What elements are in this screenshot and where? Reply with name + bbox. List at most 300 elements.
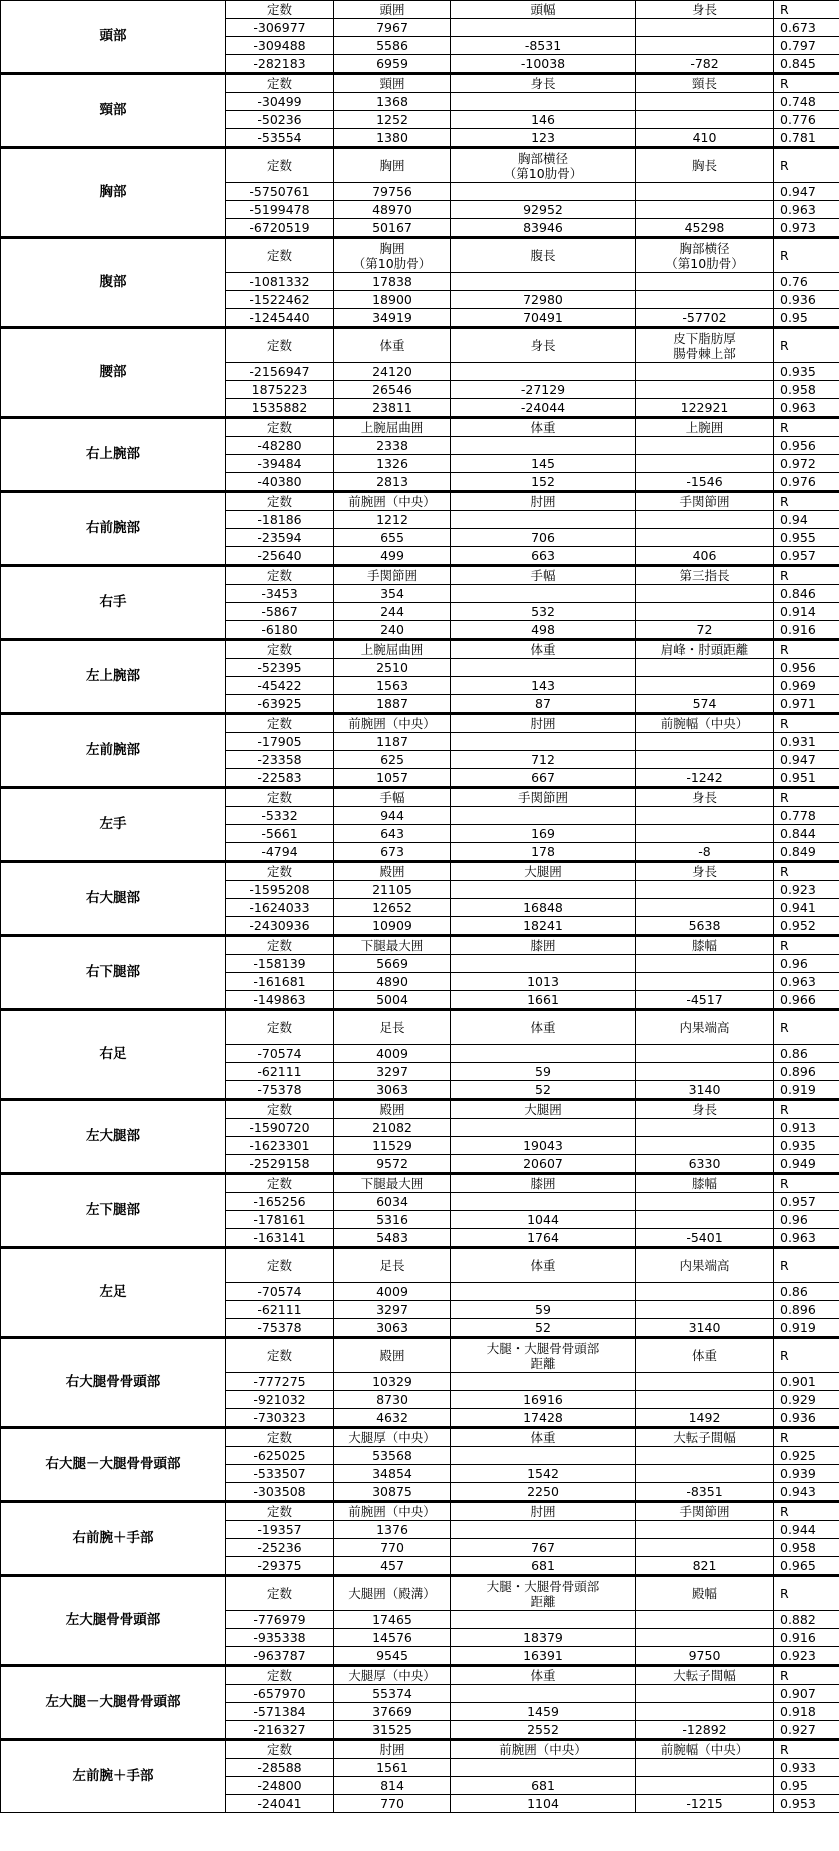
- coefficient-cell: -1546: [636, 473, 774, 492]
- constant-cell: -625025: [226, 1447, 334, 1465]
- coefficient-cell: [636, 1063, 774, 1081]
- coefficient-cell: [636, 1137, 774, 1155]
- column-header: 膝幅: [636, 1174, 774, 1193]
- coefficient-cell: 1887: [334, 695, 451, 714]
- constant-cell: -2430936: [226, 917, 334, 936]
- coefficient-cell: 143: [451, 677, 636, 695]
- constant-cell: -70574: [226, 1283, 334, 1301]
- coefficient-cell: 532: [451, 603, 636, 621]
- group-header-row: [1, 1174, 839, 1193]
- coefficient-cell: 21105: [334, 881, 451, 899]
- coefficient-cell: 7967: [334, 19, 451, 37]
- constant-cell: -18186: [226, 511, 334, 529]
- coefficient-cell: [636, 1391, 774, 1409]
- group-header-row: [1, 1100, 839, 1119]
- r-value-cell: 0.914: [774, 603, 839, 621]
- constant-cell: -935338: [226, 1629, 334, 1647]
- column-header: 身長: [451, 74, 636, 93]
- coefficient-cell: -57702: [636, 309, 774, 328]
- r-value-cell: 0.913: [774, 1119, 839, 1137]
- r-value-cell: 0.957: [774, 1193, 839, 1211]
- column-header: 下腿最大囲: [334, 1174, 451, 1193]
- constant-cell: -5867: [226, 603, 334, 621]
- coefficient-cell: 4009: [334, 1045, 451, 1063]
- column-header: 定数: [226, 1502, 334, 1521]
- coefficient-cell: [636, 1373, 774, 1391]
- coefficient-cell: -24044: [451, 399, 636, 418]
- coefficient-cell: 152: [451, 473, 636, 492]
- coefficient-cell: 1057: [334, 769, 451, 788]
- coefficient-cell: 2813: [334, 473, 451, 492]
- column-header: 胸部横径 （第10肋骨）: [636, 238, 774, 273]
- coefficient-cell: 83946: [451, 219, 636, 238]
- coefficient-cell: [636, 1119, 774, 1137]
- constant-cell: -5332: [226, 807, 334, 825]
- column-header: R: [774, 1576, 839, 1611]
- coefficient-cell: 92952: [451, 201, 636, 219]
- r-value-cell: 0.776: [774, 111, 839, 129]
- column-header: 頭囲: [334, 1, 451, 19]
- column-header: 手幅: [451, 566, 636, 585]
- coefficient-cell: [451, 807, 636, 825]
- coefficient-cell: 5004: [334, 991, 451, 1010]
- group-header-row: [1, 788, 839, 807]
- group-header-row: [1, 1248, 839, 1283]
- coefficient-cell: 11529: [334, 1137, 451, 1155]
- coefficient-cell: 5638: [636, 917, 774, 936]
- coefficient-cell: [451, 511, 636, 529]
- column-header: 大腿囲: [451, 1100, 636, 1119]
- constant-cell: -19357: [226, 1521, 334, 1539]
- group-name: 右手: [1, 566, 226, 640]
- column-header: 頭幅: [451, 1, 636, 19]
- coefficient-cell: [636, 1521, 774, 1539]
- r-value-cell: 0.778: [774, 807, 839, 825]
- column-header: 大腿・大腿骨骨頭部 距離: [451, 1338, 636, 1373]
- coefficient-cell: [451, 1685, 636, 1703]
- constant-cell: -282183: [226, 55, 334, 74]
- constant-cell: -216327: [226, 1721, 334, 1740]
- column-header: R: [774, 714, 839, 733]
- column-header: 定数: [226, 1100, 334, 1119]
- coefficient-cell: [636, 1283, 774, 1301]
- coefficient-cell: 2552: [451, 1721, 636, 1740]
- column-header: 大腿囲（殿溝）: [334, 1576, 451, 1611]
- coefficient-cell: 169: [451, 825, 636, 843]
- column-header: 定数: [226, 1174, 334, 1193]
- coefficient-cell: [451, 437, 636, 455]
- coefficient-cell: 2338: [334, 437, 451, 455]
- column-header: 定数: [226, 148, 334, 183]
- constant-cell: -1081332: [226, 273, 334, 291]
- coefficient-cell: 53568: [334, 1447, 451, 1465]
- column-header: 肘囲: [451, 714, 636, 733]
- constant-cell: -75378: [226, 1081, 334, 1100]
- constant-cell: -777275: [226, 1373, 334, 1391]
- coefficient-cell: [636, 1685, 774, 1703]
- coefficient-cell: 20607: [451, 1155, 636, 1174]
- coefficient-cell: [636, 603, 774, 621]
- r-value-cell: 0.797: [774, 37, 839, 55]
- group-header-row: [1, 714, 839, 733]
- coefficient-cell: 18900: [334, 291, 451, 309]
- coefficient-cell: [451, 881, 636, 899]
- column-header: 身長: [636, 1, 774, 19]
- constant-cell: -571384: [226, 1703, 334, 1721]
- group-name: 腰部: [1, 328, 226, 418]
- coefficient-cell: 770: [334, 1795, 451, 1813]
- group-name: 左足: [1, 1248, 226, 1338]
- r-value-cell: 0.919: [774, 1319, 839, 1338]
- column-header: 定数: [226, 1338, 334, 1373]
- coefficient-cell: 3063: [334, 1081, 451, 1100]
- column-header: 定数: [226, 1666, 334, 1685]
- coefficient-cell: 19043: [451, 1137, 636, 1155]
- column-header: R: [774, 1666, 839, 1685]
- r-value-cell: 0.958: [774, 1539, 839, 1557]
- group-name: 左手: [1, 788, 226, 862]
- coefficient-cell: 52: [451, 1081, 636, 1100]
- column-header: 大腿囲: [451, 862, 636, 881]
- column-header: 定数: [226, 788, 334, 807]
- coefficient-cell: [636, 677, 774, 695]
- column-header: 大腿厚（中央）: [334, 1428, 451, 1447]
- coefficient-cell: -8351: [636, 1483, 774, 1502]
- coefficient-cell: 16391: [451, 1647, 636, 1666]
- column-header: R: [774, 492, 839, 511]
- group-header-row: [1, 74, 839, 93]
- constant-cell: -30499: [226, 93, 334, 111]
- column-header: 身長: [636, 1100, 774, 1119]
- coefficient-cell: 1212: [334, 511, 451, 529]
- column-header: 手関節囲: [636, 492, 774, 511]
- coefficient-cell: [451, 19, 636, 37]
- group-name: 頭部: [1, 1, 226, 74]
- coefficient-cell: [451, 1521, 636, 1539]
- column-header: 定数: [226, 328, 334, 363]
- group-header-row: [1, 328, 839, 363]
- coefficient-cell: [636, 273, 774, 291]
- coefficient-cell: [636, 183, 774, 201]
- coefficient-cell: 673: [334, 843, 451, 862]
- column-header: R: [774, 1338, 839, 1373]
- column-header: 肩峰・肘頭距離: [636, 640, 774, 659]
- coefficient-cell: 1459: [451, 1703, 636, 1721]
- constant-cell: -4794: [226, 843, 334, 862]
- group-name: 左前腕＋手部: [1, 1740, 226, 1813]
- coefficient-cell: [636, 881, 774, 899]
- r-value-cell: 0.936: [774, 291, 839, 309]
- coefficient-cell: 18379: [451, 1629, 636, 1647]
- coefficient-cell: [451, 183, 636, 201]
- column-header: 腹長: [451, 238, 636, 273]
- coefficient-cell: [636, 1611, 774, 1629]
- constant-cell: -178161: [226, 1211, 334, 1229]
- coefficient-cell: 667: [451, 769, 636, 788]
- group-header-row: [1, 1576, 839, 1611]
- coefficient-cell: 1380: [334, 129, 451, 148]
- column-header: 体重: [334, 328, 451, 363]
- coefficient-cell: -5401: [636, 1229, 774, 1248]
- coefficient-cell: 21082: [334, 1119, 451, 1137]
- r-value-cell: 0.952: [774, 917, 839, 936]
- coefficient-cell: 2250: [451, 1483, 636, 1502]
- column-header: R: [774, 74, 839, 93]
- column-header: 下腿最大囲: [334, 936, 451, 955]
- constant-cell: -6180: [226, 621, 334, 640]
- constant-cell: -45422: [226, 677, 334, 695]
- column-header: 大転子間幅: [636, 1666, 774, 1685]
- column-header: 膝囲: [451, 1174, 636, 1193]
- constant-cell: -730323: [226, 1409, 334, 1428]
- column-header: 身長: [636, 862, 774, 881]
- coefficient-cell: 18241: [451, 917, 636, 936]
- coefficient-cell: [636, 825, 774, 843]
- r-value-cell: 0.931: [774, 733, 839, 751]
- coefficient-cell: 574: [636, 695, 774, 714]
- group-name: 頸部: [1, 74, 226, 148]
- coefficient-cell: [636, 1301, 774, 1319]
- coefficient-cell: -4517: [636, 991, 774, 1010]
- coefficient-cell: 4009: [334, 1283, 451, 1301]
- coefficient-cell: 8730: [334, 1391, 451, 1409]
- coefficient-cell: 1542: [451, 1465, 636, 1483]
- r-value-cell: 0.849: [774, 843, 839, 862]
- coefficient-cell: 30875: [334, 1483, 451, 1502]
- constant-cell: -22583: [226, 769, 334, 788]
- coefficient-cell: 16916: [451, 1391, 636, 1409]
- coefficient-cell: [451, 1193, 636, 1211]
- coefficient-cell: [636, 659, 774, 677]
- column-header: 胸部横径 （第10肋骨）: [451, 148, 636, 183]
- group-header-row: [1, 1428, 839, 1447]
- group-header-row: [1, 1, 839, 19]
- r-value-cell: 0.916: [774, 621, 839, 640]
- constant-cell: -306977: [226, 19, 334, 37]
- group-name: 右前腕＋手部: [1, 1502, 226, 1576]
- r-value-cell: 0.882: [774, 1611, 839, 1629]
- column-header: R: [774, 566, 839, 585]
- column-header: 肘囲: [451, 1502, 636, 1521]
- column-header: 体重: [451, 1010, 636, 1045]
- group-name: 左前腕部: [1, 714, 226, 788]
- r-value-cell: 0.929: [774, 1391, 839, 1409]
- constant-cell: -963787: [226, 1647, 334, 1666]
- constant-cell: -24041: [226, 1795, 334, 1813]
- column-header: R: [774, 1740, 839, 1759]
- r-value-cell: 0.936: [774, 1409, 839, 1428]
- column-header: 手関節囲: [451, 788, 636, 807]
- coefficient-cell: [636, 1629, 774, 1647]
- coefficient-cell: 3140: [636, 1319, 774, 1338]
- r-value-cell: 0.781: [774, 129, 839, 148]
- column-header: 前腕囲（中央）: [334, 714, 451, 733]
- r-value-cell: 0.935: [774, 1137, 839, 1155]
- coefficient-cell: 52: [451, 1319, 636, 1338]
- column-header: R: [774, 148, 839, 183]
- group-name: 左大腿－大腿骨骨頭部: [1, 1666, 226, 1740]
- r-value-cell: 0.846: [774, 585, 839, 603]
- coefficient-cell: 770: [334, 1539, 451, 1557]
- coefficient-cell: 681: [451, 1557, 636, 1576]
- coefficient-cell: 643: [334, 825, 451, 843]
- coefficient-cell: 814: [334, 1777, 451, 1795]
- r-value-cell: 0.845: [774, 55, 839, 74]
- column-header: R: [774, 1248, 839, 1283]
- coefficient-cell: 3140: [636, 1081, 774, 1100]
- coefficient-cell: [451, 733, 636, 751]
- coefficient-cell: 1252: [334, 111, 451, 129]
- coefficient-cell: 9750: [636, 1647, 774, 1666]
- group-name: 左大腿骨骨頭部: [1, 1576, 226, 1666]
- r-value-cell: 0.973: [774, 219, 839, 238]
- r-value-cell: 0.943: [774, 1483, 839, 1502]
- coefficient-cell: [451, 1759, 636, 1777]
- r-value-cell: 0.963: [774, 973, 839, 991]
- coefficient-cell: 410: [636, 129, 774, 148]
- coefficient-cell: -10038: [451, 55, 636, 74]
- r-value-cell: 0.971: [774, 695, 839, 714]
- coefficient-cell: 72: [636, 621, 774, 640]
- column-header: 身長: [636, 788, 774, 807]
- r-value-cell: 0.939: [774, 1465, 839, 1483]
- column-header: 定数: [226, 1, 334, 19]
- coefficient-cell: 5586: [334, 37, 451, 55]
- coefficient-cell: 37669: [334, 1703, 451, 1721]
- coefficient-cell: 178: [451, 843, 636, 862]
- coefficient-cell: [636, 1703, 774, 1721]
- r-value-cell: 0.957: [774, 547, 839, 566]
- coefficient-cell: 655: [334, 529, 451, 547]
- coefficient-cell: -1242: [636, 769, 774, 788]
- group-name: 左大腿部: [1, 1100, 226, 1174]
- column-header: 大腿厚（中央）: [334, 1666, 451, 1685]
- column-header: 定数: [226, 936, 334, 955]
- column-header: R: [774, 788, 839, 807]
- coefficient-cell: 87: [451, 695, 636, 714]
- column-header: 手幅: [334, 788, 451, 807]
- column-header: 足長: [334, 1010, 451, 1045]
- r-value-cell: 0.951: [774, 769, 839, 788]
- constant-cell: -165256: [226, 1193, 334, 1211]
- coefficient-cell: 17838: [334, 273, 451, 291]
- column-header: 定数: [226, 238, 334, 273]
- coefficient-cell: 5316: [334, 1211, 451, 1229]
- coefficient-cell: [636, 511, 774, 529]
- coefficient-cell: [451, 363, 636, 381]
- r-value-cell: 0.86: [774, 1045, 839, 1063]
- coefficient-cell: -8531: [451, 37, 636, 55]
- constant-cell: -921032: [226, 1391, 334, 1409]
- constant-cell: -17905: [226, 733, 334, 751]
- column-header: R: [774, 1174, 839, 1193]
- group-header-row: [1, 148, 839, 183]
- coefficient-cell: 1104: [451, 1795, 636, 1813]
- coefficient-cell: 625: [334, 751, 451, 769]
- coefficient-cell: 499: [334, 547, 451, 566]
- group-header-row: [1, 566, 839, 585]
- column-header: 胸長: [636, 148, 774, 183]
- column-header: 手関節囲: [334, 566, 451, 585]
- coefficient-cell: 1563: [334, 677, 451, 695]
- coefficient-cell: 767: [451, 1539, 636, 1557]
- r-value-cell: 0.963: [774, 201, 839, 219]
- coefficient-cell: 50167: [334, 219, 451, 238]
- r-value-cell: 0.94: [774, 511, 839, 529]
- coefficient-cell: -1215: [636, 1795, 774, 1813]
- coefficient-cell: 1661: [451, 991, 636, 1010]
- column-header: 手関節囲: [636, 1502, 774, 1521]
- coefficient-cell: 145: [451, 455, 636, 473]
- constant-cell: -25640: [226, 547, 334, 566]
- coefficient-cell: [636, 955, 774, 973]
- constant-cell: -533507: [226, 1465, 334, 1483]
- coefficient-cell: [636, 201, 774, 219]
- coefficient-cell: 16848: [451, 899, 636, 917]
- group-header-row: [1, 492, 839, 511]
- coefficient-cell: [451, 1447, 636, 1465]
- column-header: 内果端高: [636, 1248, 774, 1283]
- coefficient-cell: 4890: [334, 973, 451, 991]
- coefficient-cell: 79756: [334, 183, 451, 201]
- coefficient-cell: 1764: [451, 1229, 636, 1248]
- column-header: 大転子間幅: [636, 1428, 774, 1447]
- constant-cell: 1875223: [226, 381, 334, 399]
- coefficient-cell: 498: [451, 621, 636, 640]
- coefficient-cell: 59: [451, 1301, 636, 1319]
- column-header: R: [774, 328, 839, 363]
- r-value-cell: 0.947: [774, 183, 839, 201]
- column-header: R: [774, 640, 839, 659]
- r-value-cell: 0.918: [774, 1703, 839, 1721]
- column-header: 定数: [226, 566, 334, 585]
- constant-cell: -3453: [226, 585, 334, 603]
- constant-cell: -25236: [226, 1539, 334, 1557]
- coefficient-cell: [636, 455, 774, 473]
- coefficient-cell: 72980: [451, 291, 636, 309]
- coefficient-cell: 1376: [334, 1521, 451, 1539]
- r-value-cell: 0.86: [774, 1283, 839, 1301]
- constant-cell: -50236: [226, 111, 334, 129]
- coefficient-cell: [451, 955, 636, 973]
- coefficient-cell: 9545: [334, 1647, 451, 1666]
- coefficient-cell: [636, 437, 774, 455]
- coefficient-cell: 34854: [334, 1465, 451, 1483]
- coefficient-cell: [451, 1283, 636, 1301]
- column-header: 前腕幅（中央）: [636, 714, 774, 733]
- r-value-cell: 0.673: [774, 19, 839, 37]
- column-header: 殿囲: [334, 1100, 451, 1119]
- group-header-row: [1, 1010, 839, 1045]
- coefficient-cell: 1187: [334, 733, 451, 751]
- group-header-row: [1, 862, 839, 881]
- coefficient-cell: [636, 37, 774, 55]
- coefficient-cell: 2510: [334, 659, 451, 677]
- coefficient-cell: 240: [334, 621, 451, 640]
- r-value-cell: 0.923: [774, 881, 839, 899]
- column-header: 大腿・大腿骨骨頭部 距離: [451, 1576, 636, 1611]
- constant-cell: -2156947: [226, 363, 334, 381]
- group-name: 左下腿部: [1, 1174, 226, 1248]
- constant-cell: -53554: [226, 129, 334, 148]
- coefficient-cell: 4632: [334, 1409, 451, 1428]
- coefficient-cell: 3297: [334, 1063, 451, 1081]
- r-value-cell: 0.927: [774, 1721, 839, 1740]
- column-header: 定数: [226, 418, 334, 437]
- coefficient-cell: 712: [451, 751, 636, 769]
- column-header: 前腕囲（中央）: [451, 1740, 636, 1759]
- column-header: 膝囲: [451, 936, 636, 955]
